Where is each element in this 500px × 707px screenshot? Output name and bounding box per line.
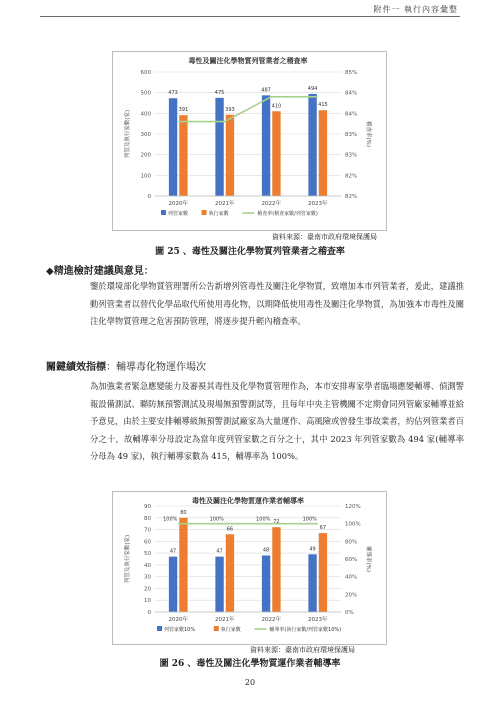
chart25-legend-label: 稽查率(稽查家數/列管家數)	[257, 211, 318, 217]
chart26-ytick-right: 100%	[345, 521, 361, 528]
chart26-ytick-left: 60	[144, 539, 151, 546]
chart26-ytick-left: 0	[147, 610, 151, 616]
chart26-ytick-left: 40	[144, 562, 151, 569]
chart25-ytick-right: 85%	[345, 70, 358, 76]
chart26-line-label: 100%	[302, 516, 317, 523]
chart25-bar-label: 494	[307, 85, 318, 92]
chart25-bar-label: 393	[225, 106, 235, 113]
kpi-heading: 關鍵績效指標	[46, 362, 106, 373]
chart25-ytick-left: 400	[140, 111, 151, 118]
chart25-bar-listed	[262, 95, 270, 196]
chart26-ytick-right: 40%	[345, 574, 358, 581]
chart25-xtick: 2020年	[168, 201, 188, 207]
chart26-bar-listed	[262, 555, 270, 612]
section-suggestions-text: 鑒於環境部化學物質管理署所公告新增列管毒性及關注化學物質，致增加本市列管業者，爰此，建議推動列管業者以替代化學品取代所使用毒化物，以期降低使用毒性及關注化學物質，為加強本市毒性及關注化學物質管理之危害預防管理，將逐步提升輕內稽查率。	[90, 281, 464, 326]
chart25-ytick-left: 600	[140, 70, 151, 76]
page-number: 20	[244, 678, 256, 687]
chart25-ytick-right: 82%	[345, 173, 358, 180]
kpi-body-text: 為加強業者緊急應變能力及審視其毒性及化學物質管理作為，本市安排專家學者臨場應變輔導、偵測警報設備測試、聯防無預警測試及現場無預警測試等，且每年中央主管機關不定期會同列管廠家輔導並給予意見，由於主要安排輔導級無預警測試廠家為大量運作、高風險或曾發生事故業者，約佔列管業者百分之十，故輔導率分母設定為當年度列管家數之百分之十，其中 2023 年列管家數為 494 家(輔導率分母為 49 家)，執行輔導家數為 415，輔導率為 100%。	[90, 381, 464, 461]
chart26-bar-label: 47	[216, 548, 223, 555]
kpi-heading-row	[46, 358, 206, 373]
chart25-bar-executed	[319, 110, 327, 196]
chart26-bar-executed	[179, 518, 187, 612]
chart26-line-label: 100%	[256, 516, 271, 523]
chart26-bar-label: 48	[262, 547, 270, 554]
chart25-bar-label: 410	[271, 103, 282, 110]
chart25-title: 毒性及關注化學物質列管業者之稽查率	[188, 57, 308, 65]
chart25-bar-listed	[169, 98, 177, 196]
chart26-ytick-left: 30	[144, 574, 151, 581]
chart-25	[113, 52, 386, 230]
kpi-body	[90, 378, 464, 466]
chart26-line-label: 100%	[209, 516, 224, 523]
chart26-bar-label: 72	[273, 519, 280, 526]
chart26-title: 毒性及關注化學物質運作業者輔導率	[192, 497, 304, 505]
chart26-legend-label: 輔導率(執行家數/列管家數10%)	[269, 627, 342, 633]
running-header: 附件一 執行內容彙整	[373, 5, 458, 14]
figure-25-source: 資料來源：臺南市政府環境保護局	[272, 233, 377, 241]
chart26-line-label: 100%	[163, 516, 178, 523]
chart26-ytick-right: 0%	[345, 610, 354, 616]
chart26-bar-label: 49	[309, 546, 316, 553]
figure-26-source: 資料來源：臺南市政府環境保護局	[250, 646, 355, 654]
chart26-legend-swatch	[214, 626, 219, 631]
chart26-ytick-left: 70	[144, 527, 151, 534]
chart25-ytick-left: 500	[140, 90, 151, 97]
kpi-subheading: ：輔導毒化物運作場次	[106, 362, 206, 373]
chart26-ytick-left: 50	[144, 551, 151, 558]
chart-25-frame	[112, 51, 387, 231]
chart25-bar-label: 391	[178, 107, 189, 114]
chart25-bar-executed	[272, 111, 280, 196]
chart25-ytick-left: 100	[140, 173, 151, 180]
chart26-legend-swatch	[157, 626, 162, 631]
chart26-xtick: 2021年	[215, 617, 235, 623]
header-rule	[40, 16, 460, 17]
chart25-xtick: 2022年	[261, 201, 281, 207]
chart25-ytick-right: 83%	[345, 132, 358, 138]
chart25-xtick: 2023年	[308, 201, 328, 207]
chart25-legend-swatch	[202, 210, 207, 215]
chart-26	[113, 492, 386, 644]
chart25-ytick-left: 300	[140, 132, 151, 138]
chart26-ytick-right: 120%	[345, 504, 361, 510]
chart25-ytick-left: 0	[147, 194, 151, 200]
chart26-ytick-right: 60%	[345, 557, 358, 563]
chart26-bar-executed	[272, 527, 280, 612]
chart26-legend-label: 執行家數	[220, 627, 241, 633]
chart26-ylabel-left: 列管及執行家數(家)	[125, 534, 131, 584]
chart25-ylabel-right: 稽查率(%)	[365, 120, 371, 148]
chart26-bar-listed	[169, 557, 177, 612]
chart26-bar-listed	[308, 554, 316, 612]
section-heading-suggestions: ◆精進檢討建議與意見：	[46, 266, 154, 277]
chart26-ytick-right: 80%	[345, 539, 358, 546]
chart26-legend-label: 列管家數10%	[164, 627, 196, 633]
chart25-ytick-right: 83%	[345, 152, 358, 159]
chart26-ytick-left: 10	[144, 598, 151, 605]
section-suggestions-body	[90, 278, 464, 331]
chart-26-frame	[112, 491, 387, 645]
chart25-rate-line	[178, 97, 318, 122]
chart26-bar-executed	[226, 534, 234, 612]
chart26-bar-executed	[319, 533, 327, 612]
chart26-bar-label: 80	[180, 509, 187, 516]
chart25-bar-listed	[308, 94, 316, 196]
chart25-bar-label: 475	[214, 89, 225, 96]
chart25-ytick-right: 82%	[345, 194, 358, 200]
chart25-bar-label: 487	[261, 87, 271, 94]
chart25-xtick: 2021年	[215, 201, 235, 207]
chart26-ylabel-right: 輔導率(%)	[365, 545, 371, 573]
chart26-bar-label: 66	[226, 526, 234, 533]
figure-25-caption: 圖 25 、毒性及關注化學物質列管業者之稽查率	[155, 247, 345, 257]
chart25-legend-swatch	[161, 210, 166, 215]
chart25-legend-label: 列管家數	[168, 211, 189, 217]
chart25-bar-executed	[226, 115, 234, 196]
chart26-ytick-left: 20	[144, 586, 151, 593]
chart25-ytick-left: 200	[140, 152, 151, 159]
chart26-ytick-right: 20%	[345, 592, 358, 599]
chart25-ylabel-left: 列管及執行家數(家)	[125, 109, 131, 159]
chart25-ytick-right: 84%	[345, 111, 358, 118]
chart26-xtick: 2022年	[261, 617, 281, 623]
chart25-ytick-right: 84%	[345, 90, 358, 97]
chart26-bar-label: 47	[169, 548, 177, 555]
chart25-bar-listed	[215, 98, 223, 196]
chart26-ytick-left: 90	[144, 504, 151, 510]
chart26-xtick: 2020年	[168, 617, 188, 623]
chart26-bar-listed	[215, 557, 223, 612]
chart26-ytick-left: 80	[144, 515, 151, 522]
chart25-bar-label: 415	[318, 102, 328, 109]
chart25-legend-label: 執行家數	[208, 211, 229, 217]
chart25-bar-executed	[179, 115, 187, 196]
figure-26-caption: 圖 26 、毒性及關注化學物質運作業者輔導率	[159, 659, 341, 669]
chart26-bar-label: 67	[319, 525, 327, 532]
chart26-xtick: 2023年	[308, 617, 328, 623]
chart25-bar-label: 473	[168, 90, 178, 97]
